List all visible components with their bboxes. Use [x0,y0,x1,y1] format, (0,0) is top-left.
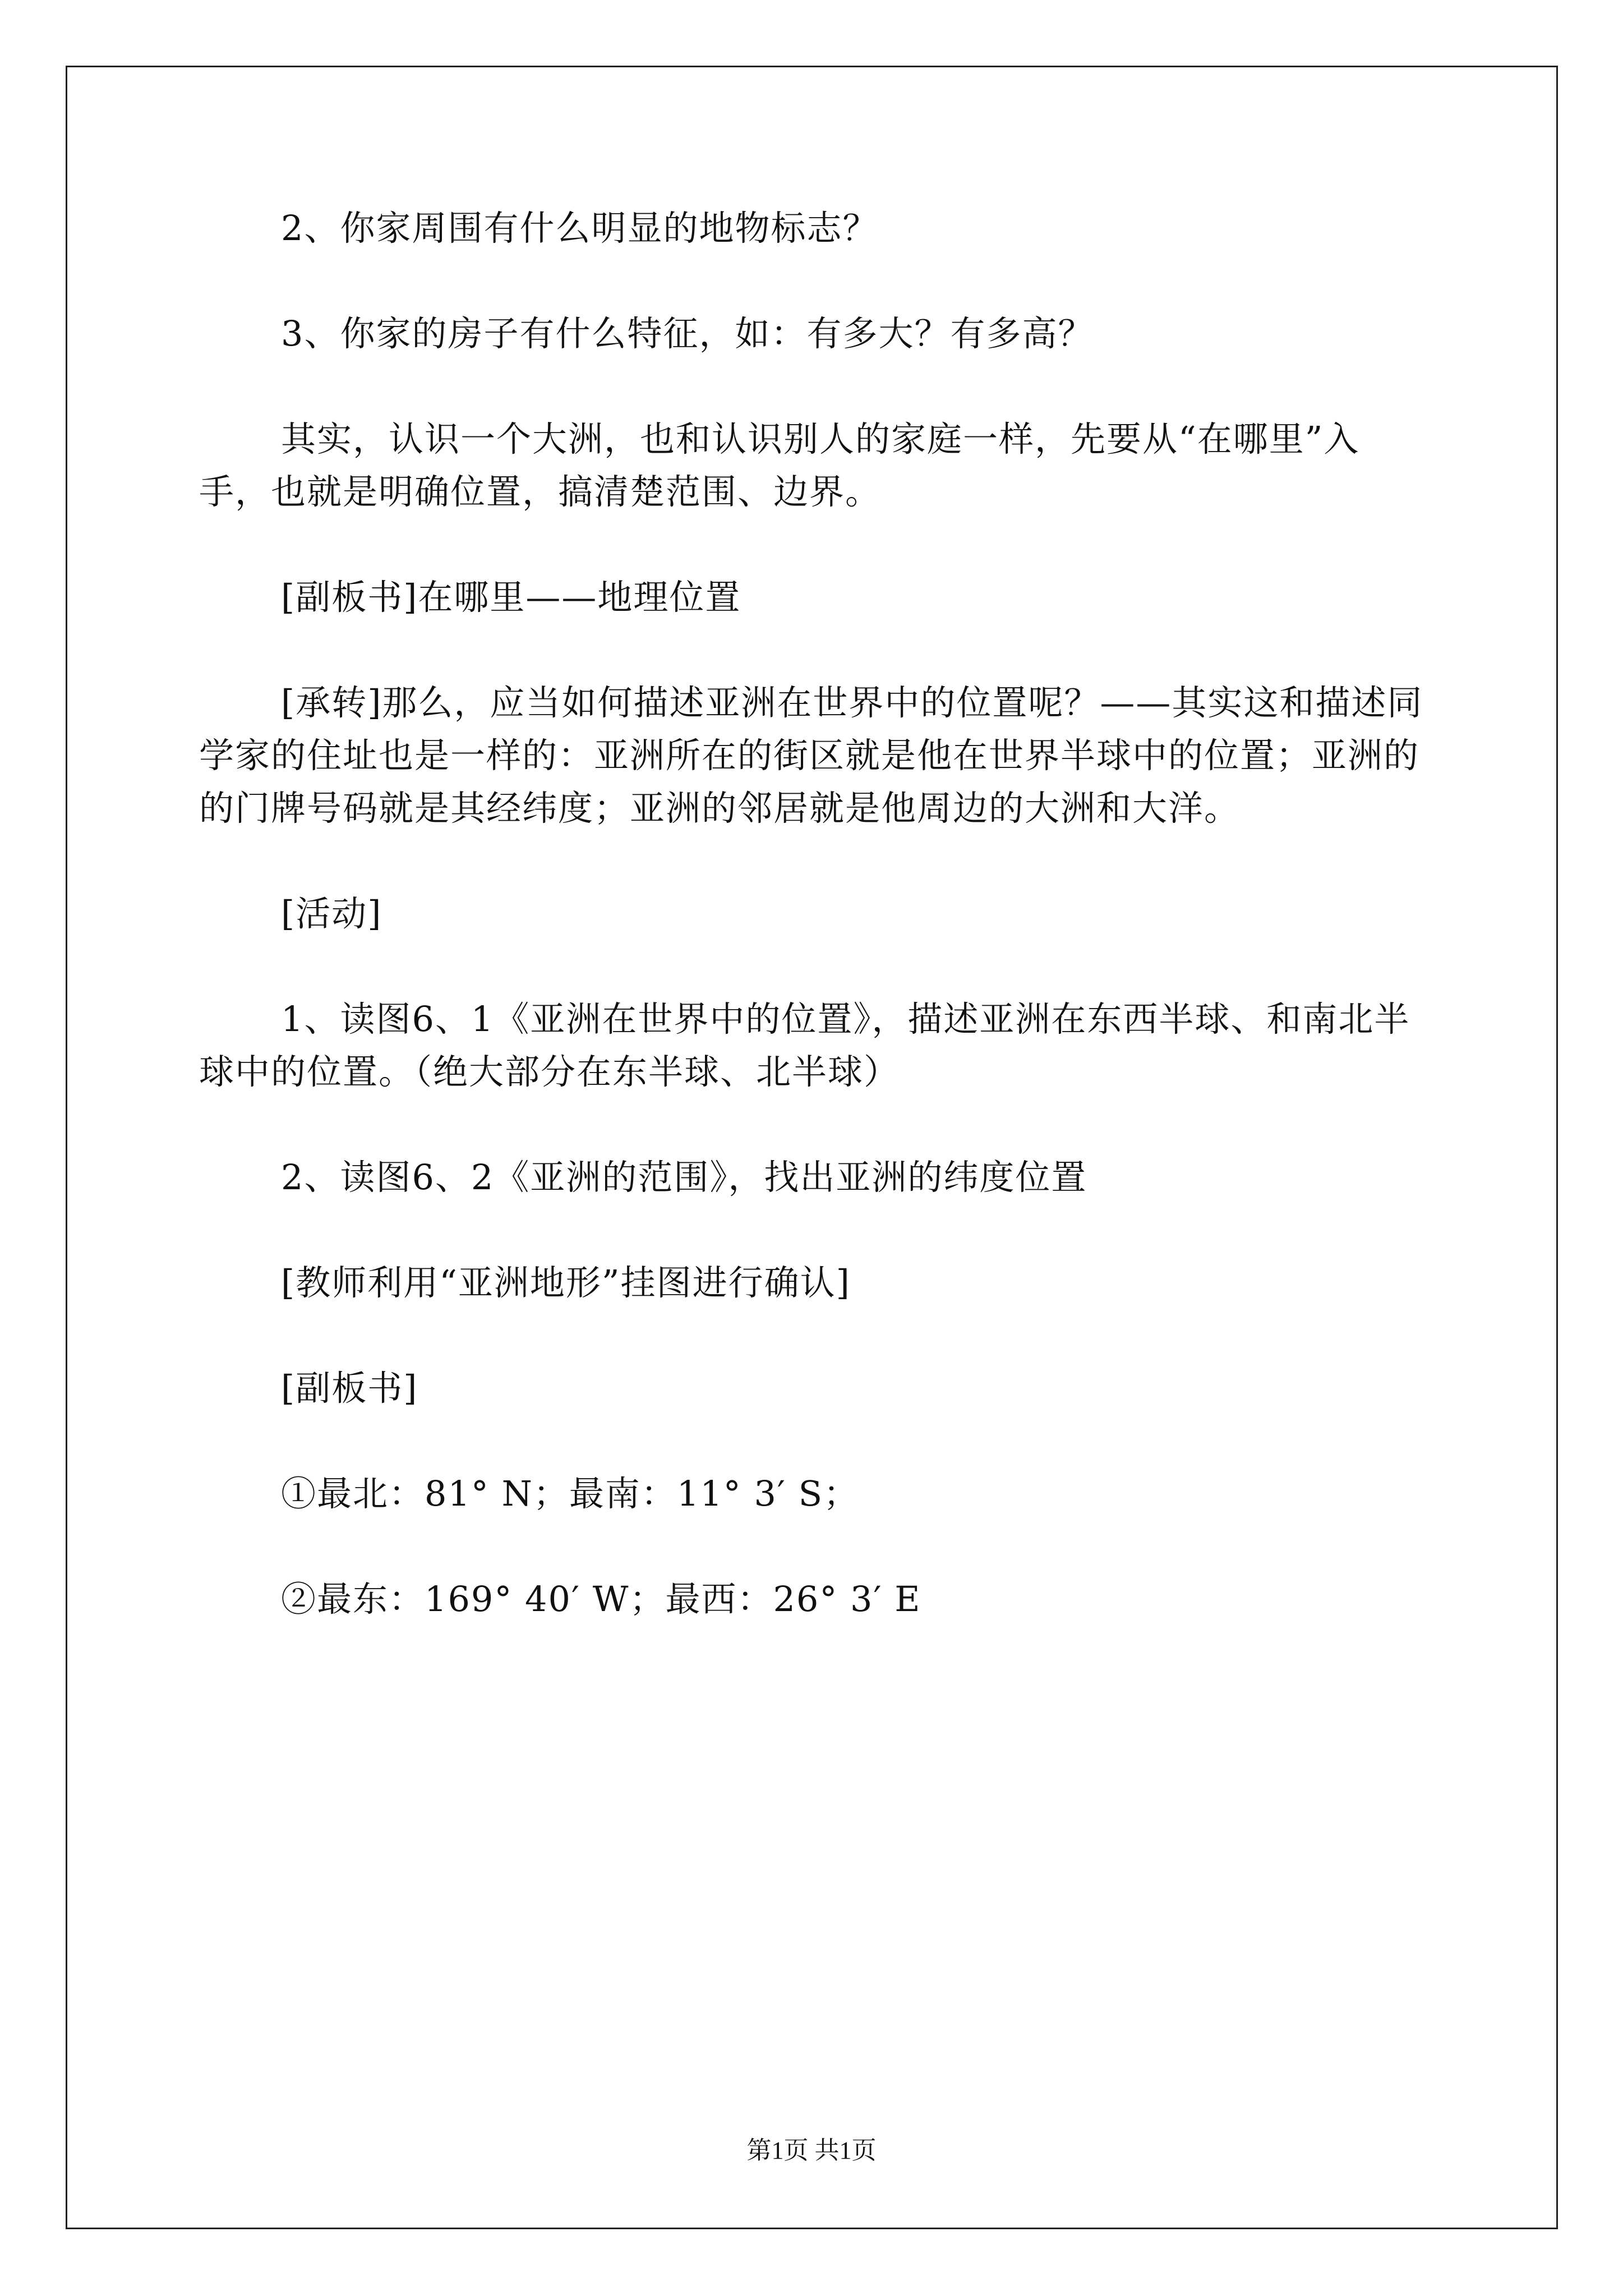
paragraph: [活动] [281,893,382,934]
paragraph: 2、读图6、2《亚洲的范围》，找出亚洲的纬度位置 [281,1157,1087,1198]
paragraph: 3、你家的房子有什么特征，如：有多大？有多高？ [281,313,1094,354]
paragraph: [承转]那么，应当如何描述亚洲在世界中的位置呢？——其实这和描述同学家的住址也是一样的：亚洲所在的街区就是他在世界半球中的位置；亚洲的的门牌号码就是其经纬度；亚洲的邻居就是他周边的大洲和大洋。 [199,682,1423,829]
paragraph: [副板书] [281,1368,418,1409]
paragraph: 2、你家周围有什么明显的地物标志？ [281,208,879,249]
paragraph: [教师利用“亚洲地形”挂图进行确认] [281,1262,851,1303]
paragraph: ②最东：169° 40′ W；最西：26° 3′ E [281,1579,921,1619]
document-body [199,202,1427,1678]
paragraph: ①最北：81° N；最南：11° 3′ S； [281,1473,860,1514]
paragraph: [副板书]在哪里——地理位置 [281,577,741,618]
page-footer: 第1页 共1页 [746,2137,877,2164]
paragraph: 1、读图6、1《亚洲在世界中的位置》，描述亚洲在东西半球、和南北半球中的位置。（绝大部分在东半球、北半球） [199,999,1410,1092]
paragraph: 其实，认识一个大洲，也和认识别人的家庭一样，先要从“在哪里”入手，也就是明确位置，搞清楚范围、边界。 [199,418,1360,512]
